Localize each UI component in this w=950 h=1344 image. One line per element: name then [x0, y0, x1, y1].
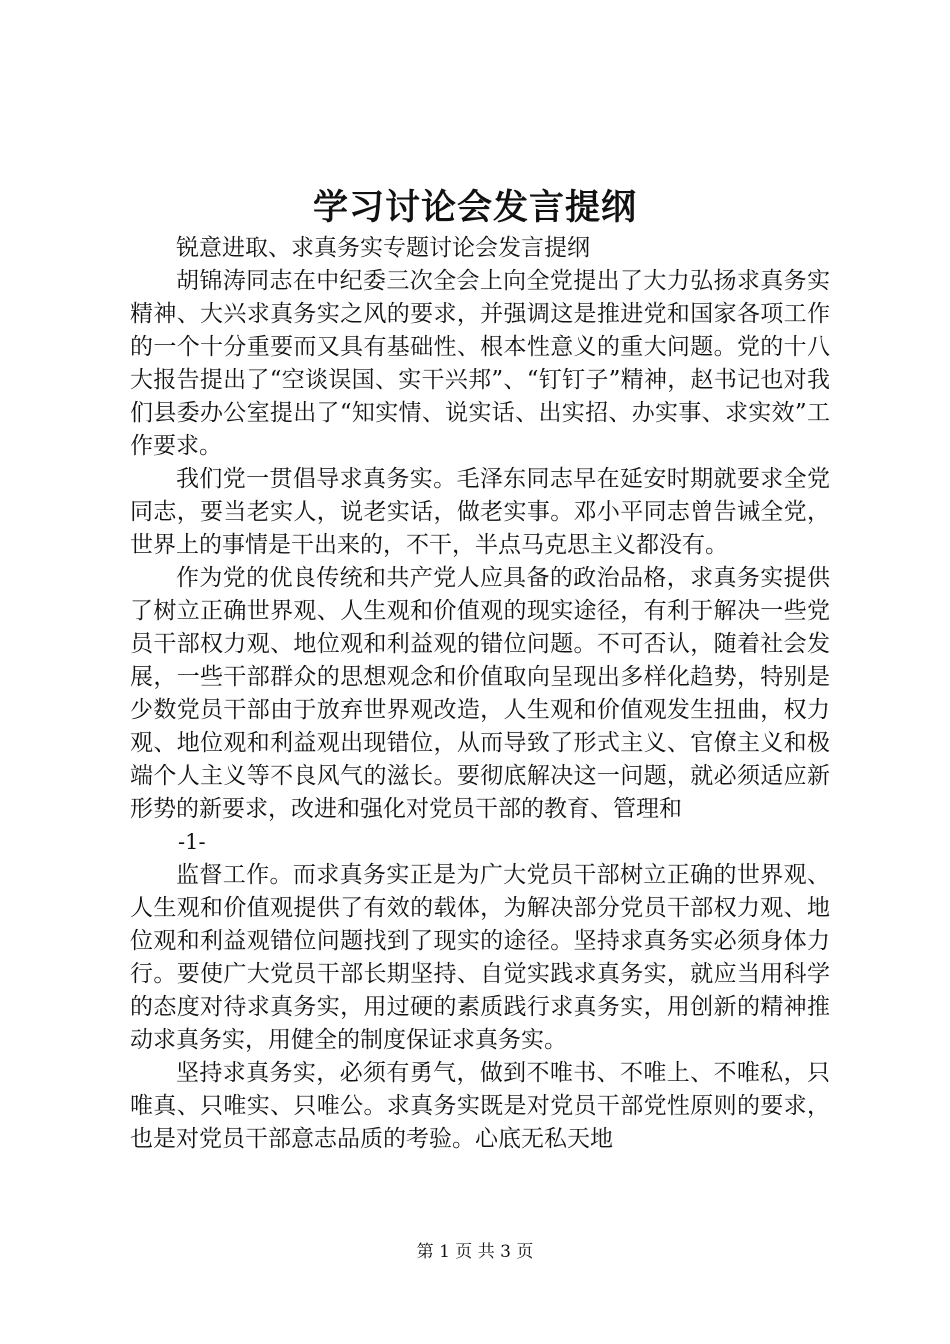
document-subtitle: 锐意进取、求真务实专题讨论会发言提纲 — [176, 235, 590, 261]
paragraph: 坚持求真务实，必须有勇气，做到不唯书、不唯上、不唯私，只唯真、只唯实、只唯公。求真务实既是对党员干部党性原则的要求，也是对党员干部意志品质的考验。心底无私天地 — [130, 1060, 830, 1152]
document-title: 学习讨论会发言提纲 — [312, 187, 637, 228]
inline-page-marker: -1- — [178, 830, 206, 854]
paragraph: 胡锦涛同志在中纪委三次全会上向全党提出了大力弘扬求真务实精神、大兴求真务实之风的要求，并强调这是推进党和国家各项工作的一个十分重要而又具有基础性、根本性意义的重大问题。党的十八大报告提出了“空谈误国、实干兴邦”、“钉钉子”精神，赵书记也对我们县委办公室提出了“知实情、说实话、出实招、办实事、求实效”工作要求。 — [130, 268, 830, 459]
page-footer: 第 1 页 共 3 页 — [416, 1242, 534, 1262]
paragraph: 我们党一贯倡导求真务实。毛泽东同志早在延安时期就要求全党同志，要当老实人，说老实话，做老实事。邓小平同志曾告诫全党，世界上的事情是干出来的，不干，半点马克思主义都没有。 — [130, 466, 830, 558]
paragraph: 监督工作。而求真务实正是为广大党员干部树立正确的世界观、人生观和价值观提供了有效的载体，为解决部分党员干部权力观、地位观和利益观错位问题找到了现实的途径。坚持求真务实必须身体力行。要使广大党员干部长期坚持、自觉实践求真务实，就应当用科学的态度对待求真务实，用过硬的素质践行求真务实，用创新的精神推动求真务实，用健全的制度保证求真务实。 — [130, 862, 830, 1053]
paragraph: 作为党的优良传统和共产党人应具备的政治品格，求真务实提供了树立正确世界观、人生观和价值观的现实途径，有利于解决一些党员干部权力观、地位观和利益观的错位问题。不可否认，随着社会发展，一些干部群众的思想观念和价值取向呈现出多样化趋势，特别是少数党员干部由于放弃世界观改造，人生观和价值观发生扭曲，权力观、地位观和利益观出现错位，从而导致了形式主义、官僚主义和极端个人主义等不良风气的滋长。要彻底解决这一问题，就必须适应新形势的新要求，改进和强化对党员干部的教育、管理和 — [130, 565, 830, 822]
document-body — [130, 232, 830, 1156]
